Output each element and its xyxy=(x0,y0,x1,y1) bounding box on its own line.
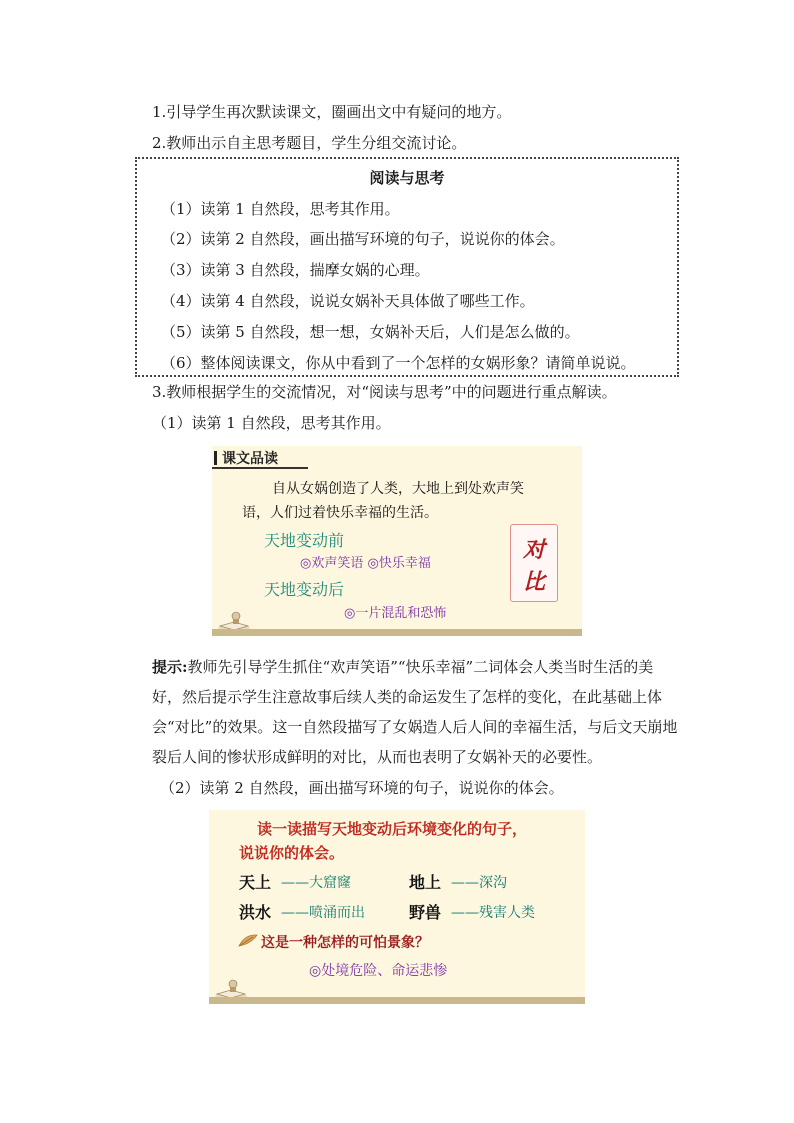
slide2-answer: ◎处境危险、命运悲惨 xyxy=(309,963,448,979)
slide1-text-line-1: 自从女娲创造了人类，大地上到处欢声笑 xyxy=(272,481,524,497)
before-change-label: 天地变动前 xyxy=(264,531,345,550)
tip-label: 提示: xyxy=(152,658,188,676)
slide1-text-line-2: 语，人们过着快乐幸福的生活。 xyxy=(242,505,438,521)
after-change-label: 天地变动后 xyxy=(264,580,345,599)
reading-item-4: （4）读第 4 自然段，说说女娲补天具体做了哪些工作。 xyxy=(161,292,535,310)
contrast-stamp xyxy=(510,524,558,602)
term-earth: 地上 xyxy=(409,873,442,892)
sub-question-2: （2）读第 2 自然段，画出描写环境的句子，说说你的体会。 xyxy=(160,779,564,797)
term-sky: 天上 xyxy=(239,873,272,892)
tip-text: 教师先引导学生抓住“欢声笑语”“快乐幸福”二词体会人类当时生活的美好，然后提示学生注意故事后续人类的命运发生了怎样的变化，在此基础上体会“对比”的效果。这一自然段描写了女娲造人后人间的幸福生活，与后文天崩地裂后人间的惨状形成鲜明的对比，从而也表明了女娲补天的必要性。 xyxy=(152,658,678,766)
contrast-char-2: 比 xyxy=(522,569,545,595)
slide-footer-bar xyxy=(212,629,582,636)
slide-tab-title: 课文品读 xyxy=(222,451,278,467)
reading-box-title: 阅读与思考 xyxy=(369,169,445,187)
reading-item-2: （2）读第 2 自然段，画出描写环境的句子，说说你的体会。 xyxy=(161,230,565,248)
slide-environment-change xyxy=(209,810,585,1004)
term-flood: 洪水 xyxy=(239,903,272,922)
def-beasts: ——残害人类 xyxy=(451,905,535,921)
reading-item-3: （3）读第 3 自然段，揣摩女娲的心理。 xyxy=(161,261,430,279)
def-sky: ——大窟窿 xyxy=(281,875,351,891)
sub-question-1: （1）读第 1 自然段，思考其作用。 xyxy=(152,414,391,432)
slide2-question: 这是一种怎样的可怕景象？ xyxy=(261,935,429,951)
def-flood: ——喷涌而出 xyxy=(281,905,365,921)
after-change-items: ◎一片混乱和恐怖 xyxy=(344,606,447,621)
slide2-prompt-line-2: 说说你的体会。 xyxy=(239,844,345,862)
step-2: 2.教师出示自主思考题目，学生分组交流讨论。 xyxy=(152,134,467,152)
slide-lesson-reading xyxy=(212,446,582,636)
leaf-icon xyxy=(237,932,259,948)
reading-item-5: （5）读第 5 自然段，想一想，女娲补天后，人们是怎么做的。 xyxy=(161,323,580,341)
before-change-items: ◎欢声笑语 ◎快乐幸福 xyxy=(300,556,431,571)
step-1: 1.引导学生再次默读课文，圈画出文中有疑问的地方。 xyxy=(152,103,512,121)
slide-tab-marker xyxy=(214,451,217,465)
contrast-char-1: 对 xyxy=(522,537,545,563)
slide2-footer-bar xyxy=(209,997,585,1004)
tip-paragraph xyxy=(152,652,682,772)
term-beasts: 野兽 xyxy=(409,903,442,922)
def-earth: ——深沟 xyxy=(451,875,507,891)
reading-item-6: （6）整体阅读课文，你从中看到了一个怎样的女娲形象？请简单说说。 xyxy=(161,354,636,372)
step-3: 3.教师根据学生的交流情况，对“阅读与思考”中的问题进行重点解读。 xyxy=(152,383,617,401)
reading-item-1: （1）读第 1 自然段，思考其作用。 xyxy=(161,200,400,218)
slide-tab-underline xyxy=(212,467,308,469)
reading-thinking-box xyxy=(135,157,679,377)
slide2-prompt-line-1: 读一读描写天地变动后环境变化的句子， xyxy=(257,820,528,838)
